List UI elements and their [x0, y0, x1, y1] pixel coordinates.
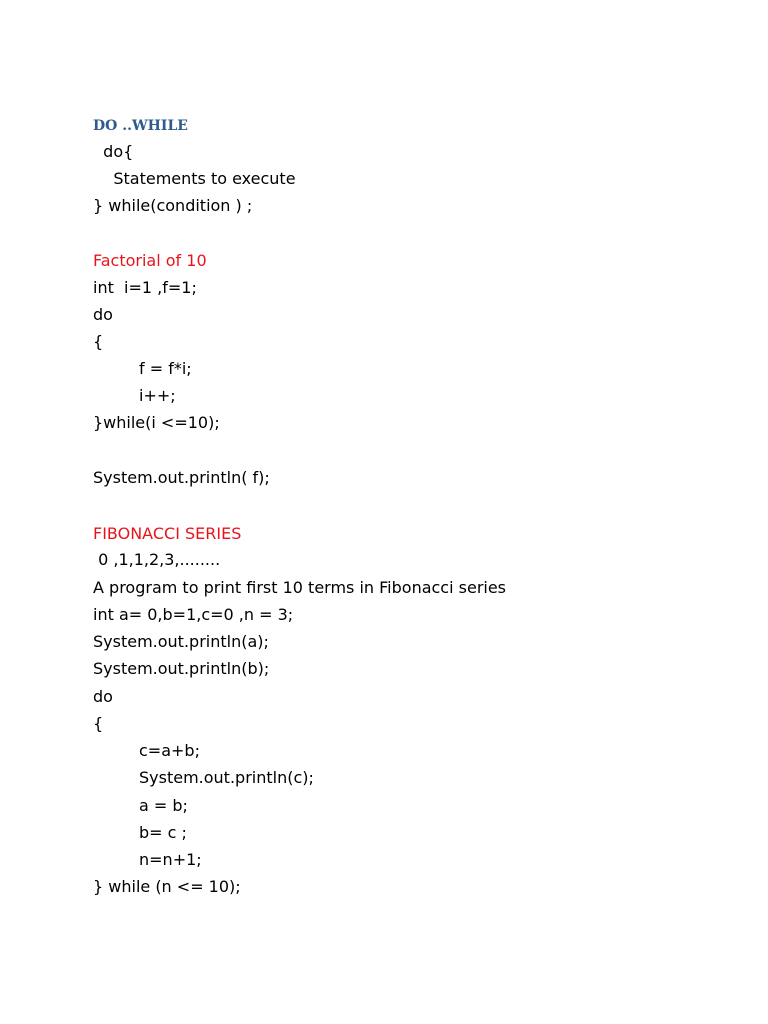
fibonacci-heading: FIBONACCI SERIES: [93, 524, 242, 543]
code-line: System.out.println(b);: [93, 659, 270, 678]
code-line: System.out.println(c);: [139, 768, 314, 787]
code-line: do{: [93, 142, 134, 161]
code-line: System.out.println(a);: [93, 632, 269, 651]
code-line: n=n+1;: [139, 850, 202, 869]
code-line: do: [93, 305, 113, 324]
code-line: } while (n <= 10);: [93, 877, 241, 896]
code-line: } while(condition ) ;: [93, 196, 253, 215]
code-line: b= c ;: [139, 823, 187, 842]
code-line: a = b;: [139, 796, 188, 815]
code-line: A program to print first 10 terms in Fibonacci series: [93, 578, 507, 597]
factorial-heading: Factorial of 10: [93, 251, 207, 270]
code-line: i++;: [139, 386, 176, 405]
code-line: }while(i <=10);: [93, 413, 220, 432]
code-line: f = f*i;: [139, 359, 192, 378]
code-line: Statements to execute: [93, 169, 296, 188]
do-while-heading: DO ..WHILE: [93, 118, 188, 134]
code-line: int a= 0,b=1,c=0 ,n = 3;: [93, 605, 294, 624]
code-line: do: [93, 687, 113, 706]
code-line: 0 ,1,1,2,3,........: [93, 550, 221, 569]
code-line: System.out.println( f);: [93, 468, 270, 487]
code-line: {: [93, 332, 104, 351]
code-line: {: [93, 714, 104, 733]
code-line: c=a+b;: [139, 741, 200, 760]
code-line: int i=1 ,f=1;: [93, 278, 197, 297]
